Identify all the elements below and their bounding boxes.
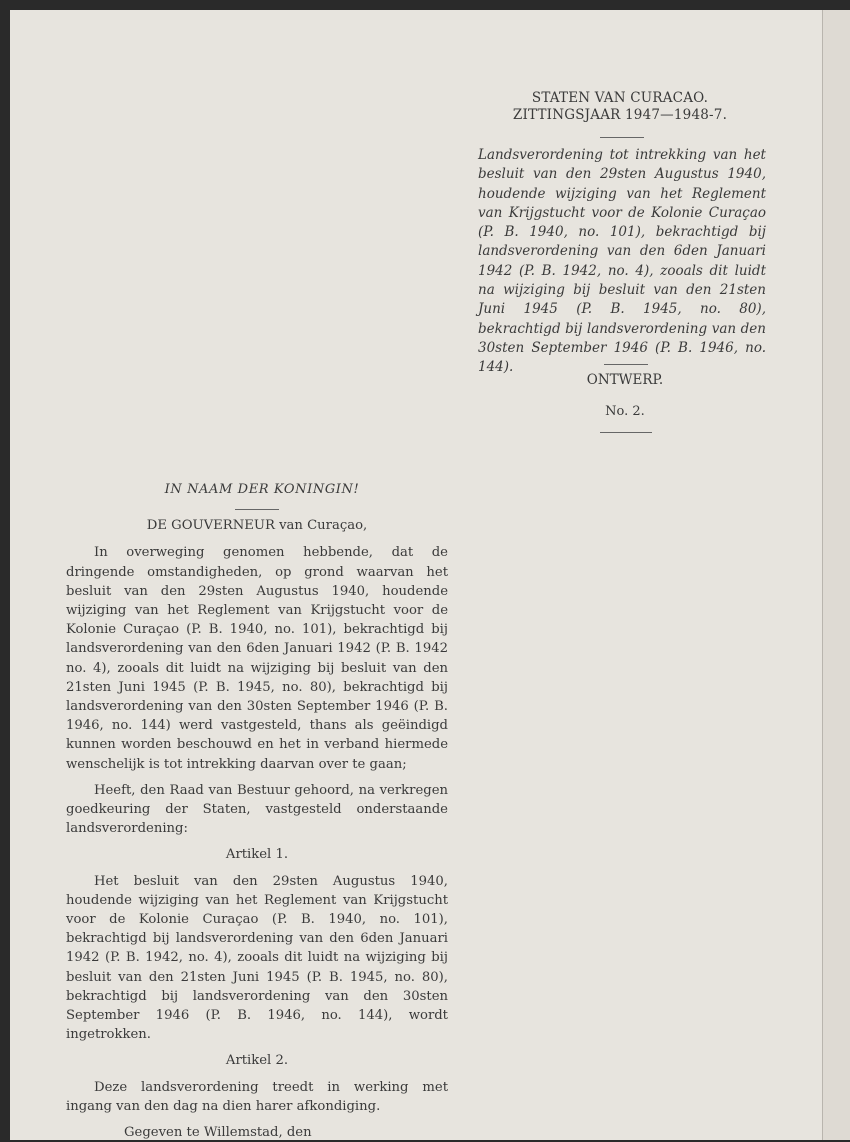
article-heading: Artikel 2. xyxy=(225,1053,289,1069)
divider xyxy=(600,137,644,138)
header-session: ZITTINGSJAAR 1947—1948-7. xyxy=(512,107,728,123)
article-heading: Artikel 1. xyxy=(225,847,289,863)
divider xyxy=(604,364,648,365)
document-body xyxy=(66,480,448,1142)
page-edge xyxy=(822,10,850,1140)
divider xyxy=(600,432,652,433)
divider xyxy=(235,509,279,510)
considerations-paragraph: In overweging genomen hebbende, dat de dringende omstandigheden, op grond waarvan het besluit van den 29sten Augustus 1940, houdende wijziging van het Reglement van Krijgstucht voor de Kolonie Curaçao (P. B. 1940, no. 101), bekrachtigd bij landsverordening van den 6den Januari 1942 (P. B. 1942 no. 4), zooals dit luidt na wijziging bij besluit van den 21sten Juni 1945 (P. B. 1945, no. 80), bekrachtigd bij landsverordening van den 30sten September 1946 (P. B. 1946, no. 144) werd vastgesteld, thans als geëindigd kunnen worden beschouwd en het in verband hiermede wenschelijk is tot intrekking daarvan over te gaan; xyxy=(66,545,448,772)
article-text: Deze landsverordening treedt in werking met ingang van den dag na dien harer afkondiging. xyxy=(66,1079,448,1114)
draft-label: ONTWERP. xyxy=(586,372,664,388)
closing-line: Gegeven te Willemstad, den xyxy=(124,1125,312,1141)
document-header xyxy=(470,90,770,124)
draft-number: No. 2. xyxy=(605,404,645,419)
governor-line: DE GOUVERNEUR van Curaçao, xyxy=(146,518,368,534)
invocation: IN NAAM DER KONINGIN! xyxy=(164,482,360,497)
article-text: Het besluit van den 29sten Augustus 1940, houdende wijziging van het Reglement van Krijgstucht voor de Kolonie Curaçao (P. B. 1940, no. 101), bekrachtigd bij landsverordening van den 6den Januari 1942 (P. B. 1942, no. 4), zooals dit luidt na wijziging bij besluit van den 21sten Juni 1945 (P. B. 1945, no. 80), bekrachtigd bij landsverordening van den 30sten September 1946 (P. B. 1946, no. 144), wordt ingetrokken. xyxy=(66,873,448,1043)
enactment-paragraph: Heeft, den Raad van Bestuur gehoord, na verkregen goedkeuring der Staten, vastgesteld onderstaande landsverordening: xyxy=(66,782,448,837)
preamble: Landsverordening tot intrekking van het besluit van den 29sten Augustus 1940, houdende wijziging van het Reglement van Krijgstucht voor de Kolonie Curaçao (P. B. 1940, no. 101), bekrachtigd bij landsverordening van den 6den Januari 1942 (P. B. 1942, no. 4), zooals dit luidt na wijziging bij besluit van den 21sten Juni 1945 (P. B. 1945, no. 80), bekrachtigd bij landsverordening van den 30sten September 1946 (P. B. 1946, no. 144). xyxy=(478,147,766,376)
header-title: STATEN VAN CURACAO. xyxy=(531,90,709,106)
